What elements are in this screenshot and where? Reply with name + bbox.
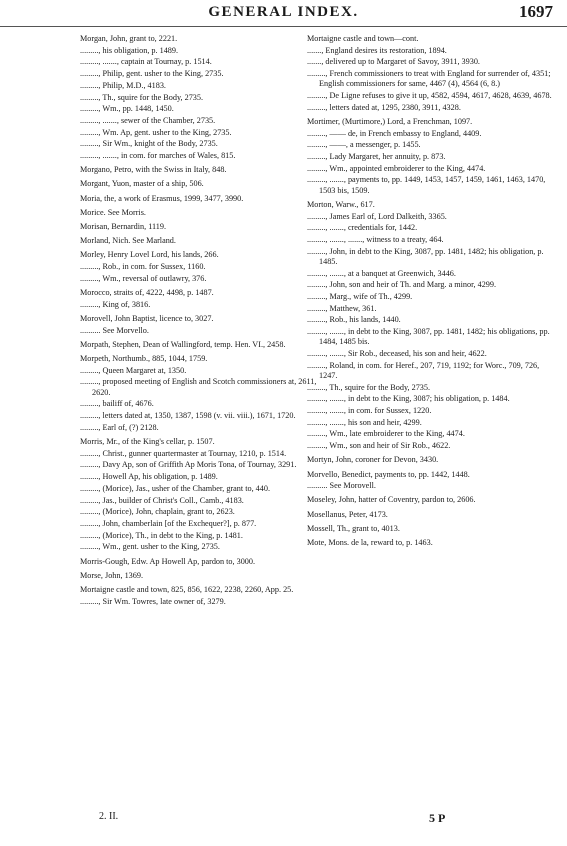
index-entry: Mosellanus, Peter, 4173. — [307, 509, 388, 519]
index-entry: Morgano, Petro, with the Swiss in Italy, 848. — [80, 165, 227, 175]
index-entry: ........., letters dated at, 1295, 2380, 3911, 4328. — [307, 102, 461, 112]
index-entry: ........., ......., sewer of the Chamber, 2735. — [80, 115, 216, 125]
index-entry: Morgant, Yuon, master of a ship, 506. — [80, 179, 204, 189]
index-entry: ........., De Ligne refuses to give it up, 4582, 4594, 4617, 4628, 4639, 4678. — [307, 91, 552, 101]
index-entry: Mote, Mons. de la, reward to, p. 1463. — [307, 538, 433, 548]
signature-mark: 2. II. — [99, 811, 119, 822]
index-entry: ........., Wm., pp. 1448, 1450. — [80, 104, 174, 114]
index-entry: ........., Wm., reversal of outlawry, 376. — [80, 273, 207, 283]
index-entry: ........., (Morice), Jas., usher of the Chamber, grant to, 440. — [80, 483, 270, 493]
index-entry: ........., Philip, M.D., 4183. — [80, 80, 166, 90]
running-title: GENERAL INDEX. — [208, 4, 359, 20]
index-entry: Morgan, John, grant to, 2221. — [80, 34, 178, 43]
index-entry: ........., James Earl of, Lord Dalkeith, 3365. — [307, 211, 447, 221]
index-entry: ........., Wm. Ap, gent. usher to the King, 2735. — [80, 127, 232, 137]
index-entry: ........., John, son and heir of Th. and Marg. a minor, 4299. — [307, 280, 497, 290]
index-entry: ........., Matthew, 361. — [307, 303, 377, 313]
index-entry: ........., ......., at a banquet at Greenwich, 3446. — [307, 268, 456, 278]
index-entry: ........., Rob., his lands, 1440. — [307, 315, 401, 325]
index-entry: Moria, the, a work of Erasmus, 1999, 3477, 3990. — [80, 193, 244, 203]
index-entry: ........., Th., squire for the Body, 2735. — [80, 92, 204, 102]
index-entry: ......., England desires its restoration, 1894. — [307, 45, 447, 55]
index-entry: ........., ......., in com. for marches of Wales, 815. — [80, 151, 236, 161]
index-entry: ........., French commissioners to treat with England for surrender of, 4351; English commissioners for same, 4467 (4), 4564 (6, 8.) — [307, 69, 551, 89]
index-entry: ........., ......., Sir Rob., deceased, his son and heir, 4622. — [307, 348, 487, 358]
index-entry: ........., ......., in debt to the King, 3087, pp. 1481, 1482; his obligations, pp. 1484, 1485 bis. — [307, 327, 550, 347]
index-entry: ........., ......., in debt to the King, 3087; his obligation, p. 1484. — [307, 394, 510, 404]
index-entry: Mortaigne castle and town—cont. — [307, 34, 419, 43]
index-entry: Morpath, Stephen, Dean of Wallingford, temp. Hen. VI., 2458. — [80, 339, 286, 349]
index-entry: Morland, Nich. See Marland. — [80, 236, 176, 246]
index-column-left — [80, 34, 327, 608]
index-entry: Morice. See Morris. — [80, 207, 146, 217]
index-entry: ........., Marg., wife of Th., 4299. — [307, 291, 413, 301]
index-entry: ........., his obligation, p. 1489. — [80, 45, 179, 55]
index-entry: Moseley, John, hatter of Coventry, pardon to, 2606. — [307, 495, 476, 505]
index-entry: Morse, John, 1369. — [80, 570, 143, 580]
index-entry: ........., (Morice), John, chaplain, grant to, 2623. — [80, 507, 235, 517]
index-entry: ........., proposed meeting of English and Scotch commissioners at, 2611, 2620. — [80, 377, 317, 397]
index-entry: Morpeth, Northumb., 885, 1044, 1759. — [80, 354, 208, 364]
index-entry: ......., delivered up to Margaret of Savoy, 3911, 3930. — [307, 57, 480, 67]
index-entry: Morisan, Bernardin, 1119. — [80, 222, 167, 232]
index-entry: ........., Rob., in com. for Sussex, 1160. — [80, 262, 206, 272]
index-entry: ........., John, in debt to the King, 3087, pp. 1481, 1482; his obligation, p. 1485. — [307, 246, 544, 266]
index-entry: ........., Th., squire for the Body, 2735. — [307, 382, 431, 392]
index-entry: ........., Howell Ap, his obligation, p. 1489. — [80, 472, 218, 482]
index-entry: Morvello, Benedict, payments to, pp. 1442, 1448. — [307, 469, 470, 479]
index-entry: ........., Wm., son and heir of Sir Rob., 4622. — [307, 441, 451, 451]
index-entry: Morris, Mr., of the King's cellar, p. 1507. — [80, 437, 215, 446]
index-entry: Morris-Gough, Edw. Ap Howell Ap, pardon to, 3000. — [80, 556, 256, 566]
index-entry: ........., Christ., gunner quartermaster at Tournay, 1210, p. 1514. — [80, 448, 287, 458]
index-entry: ........., Wm., appointed embroiderer to the King, 4474. — [307, 163, 486, 173]
index-entry: ........., ......., ......., witness to a treaty, 464. — [307, 234, 444, 244]
index-entry: ........., ......., his son and heir, 4299. — [307, 417, 422, 427]
index-entry: ........., Philip, gent. usher to the King, 2735. — [80, 69, 224, 79]
index-entry: ........., ......., captain at Tournay, p. 1514. — [80, 57, 212, 67]
index-entry: Morton, Warw., 617. — [307, 199, 375, 209]
sheet-mark: 5 P — [429, 811, 446, 825]
index-entry: ........., Roland, in com. for Heref., 207, 719, 1192; for Worc., 709, 726, 1247. — [307, 360, 540, 380]
page-footer — [0, 811, 567, 835]
index-entry: ........., King of, 3816. — [80, 299, 151, 309]
index-entry: Mortimer, (Murtimore,) Lord, a Frenchman, 1097. — [307, 116, 473, 126]
index-entry: ........., Sir Wm. Towres, late owner of, 3279. — [80, 596, 226, 606]
index-entry: ........., ......., in com. for Sussex, 1220. — [307, 406, 432, 415]
index-entry: Mortyn, John, coroner for Devon, 3430. — [307, 455, 439, 465]
index-entry: ........., Earl of, (?) 2128. — [80, 422, 159, 432]
index-entry: ........., letters dated at, 1350, 1387, 1598 (v. vii. viii.), 1671, 1720. — [80, 411, 296, 421]
index-entry: ........., Lady Margaret, her annuity, p. 873. — [307, 152, 446, 162]
page-number: 1697 — [519, 2, 553, 21]
index-entry: .......... See Morovell. — [307, 481, 376, 491]
index-entry: ........., Wm., gent. usher to the King, 2735. — [80, 542, 220, 552]
index-entry: ........., Jas., builder of Christ's Coll., Camb., 4183. — [80, 495, 244, 505]
index-entry: Mossell, Th., grant to, 4013. — [307, 523, 400, 533]
index-entry: Mortaigne castle and town, 825, 856, 1622, 2238, 2260, App. 25. — [80, 584, 294, 594]
index-column-right — [307, 34, 554, 550]
index-entry: ........., ——, a messenger, p. 1455. — [307, 140, 421, 150]
index-entry: ........., bailiff of, 4676. — [80, 399, 154, 409]
index-entry: ........., Sir Wm., knight of the Body, 2735. — [80, 139, 218, 149]
index-entry: ........., Queen Margaret at, 1350. — [80, 365, 187, 375]
index-entry: ........., Davy Ap, son of Griffith Ap Moris Tona, of Tournay, 3291. — [80, 460, 297, 470]
index-entry: ........., ......., credentials for, 1442. — [307, 223, 418, 233]
index-entry: ........., —— de, in French embassy to England, 4409. — [307, 128, 482, 138]
index-entry: .......... See Morvello. — [80, 325, 149, 335]
index-entry: ........., Wm., late embroiderer to the King, 4474. — [307, 429, 465, 439]
index-entry: Morocco, straits of, 4222, 4498, p. 1487. — [80, 288, 214, 298]
index-entry: Morley, Henry Lovel Lord, his lands, 266. — [80, 250, 219, 260]
index-entry: ........., John, chamberlain [of the Exchequer?], p. 877. — [80, 518, 257, 528]
index-entry: Morovell, John Baptist, licence to, 3027. — [80, 313, 214, 323]
index-entry: ........., ......., payments to, pp. 1449, 1453, 1457, 1459, 1461, 1463, 1470, 1503 bis, 1509. — [307, 175, 546, 195]
page-header — [0, 0, 567, 27]
index-entry: ........., (Morice), Th., in debt to the King, p. 1481. — [80, 530, 243, 540]
